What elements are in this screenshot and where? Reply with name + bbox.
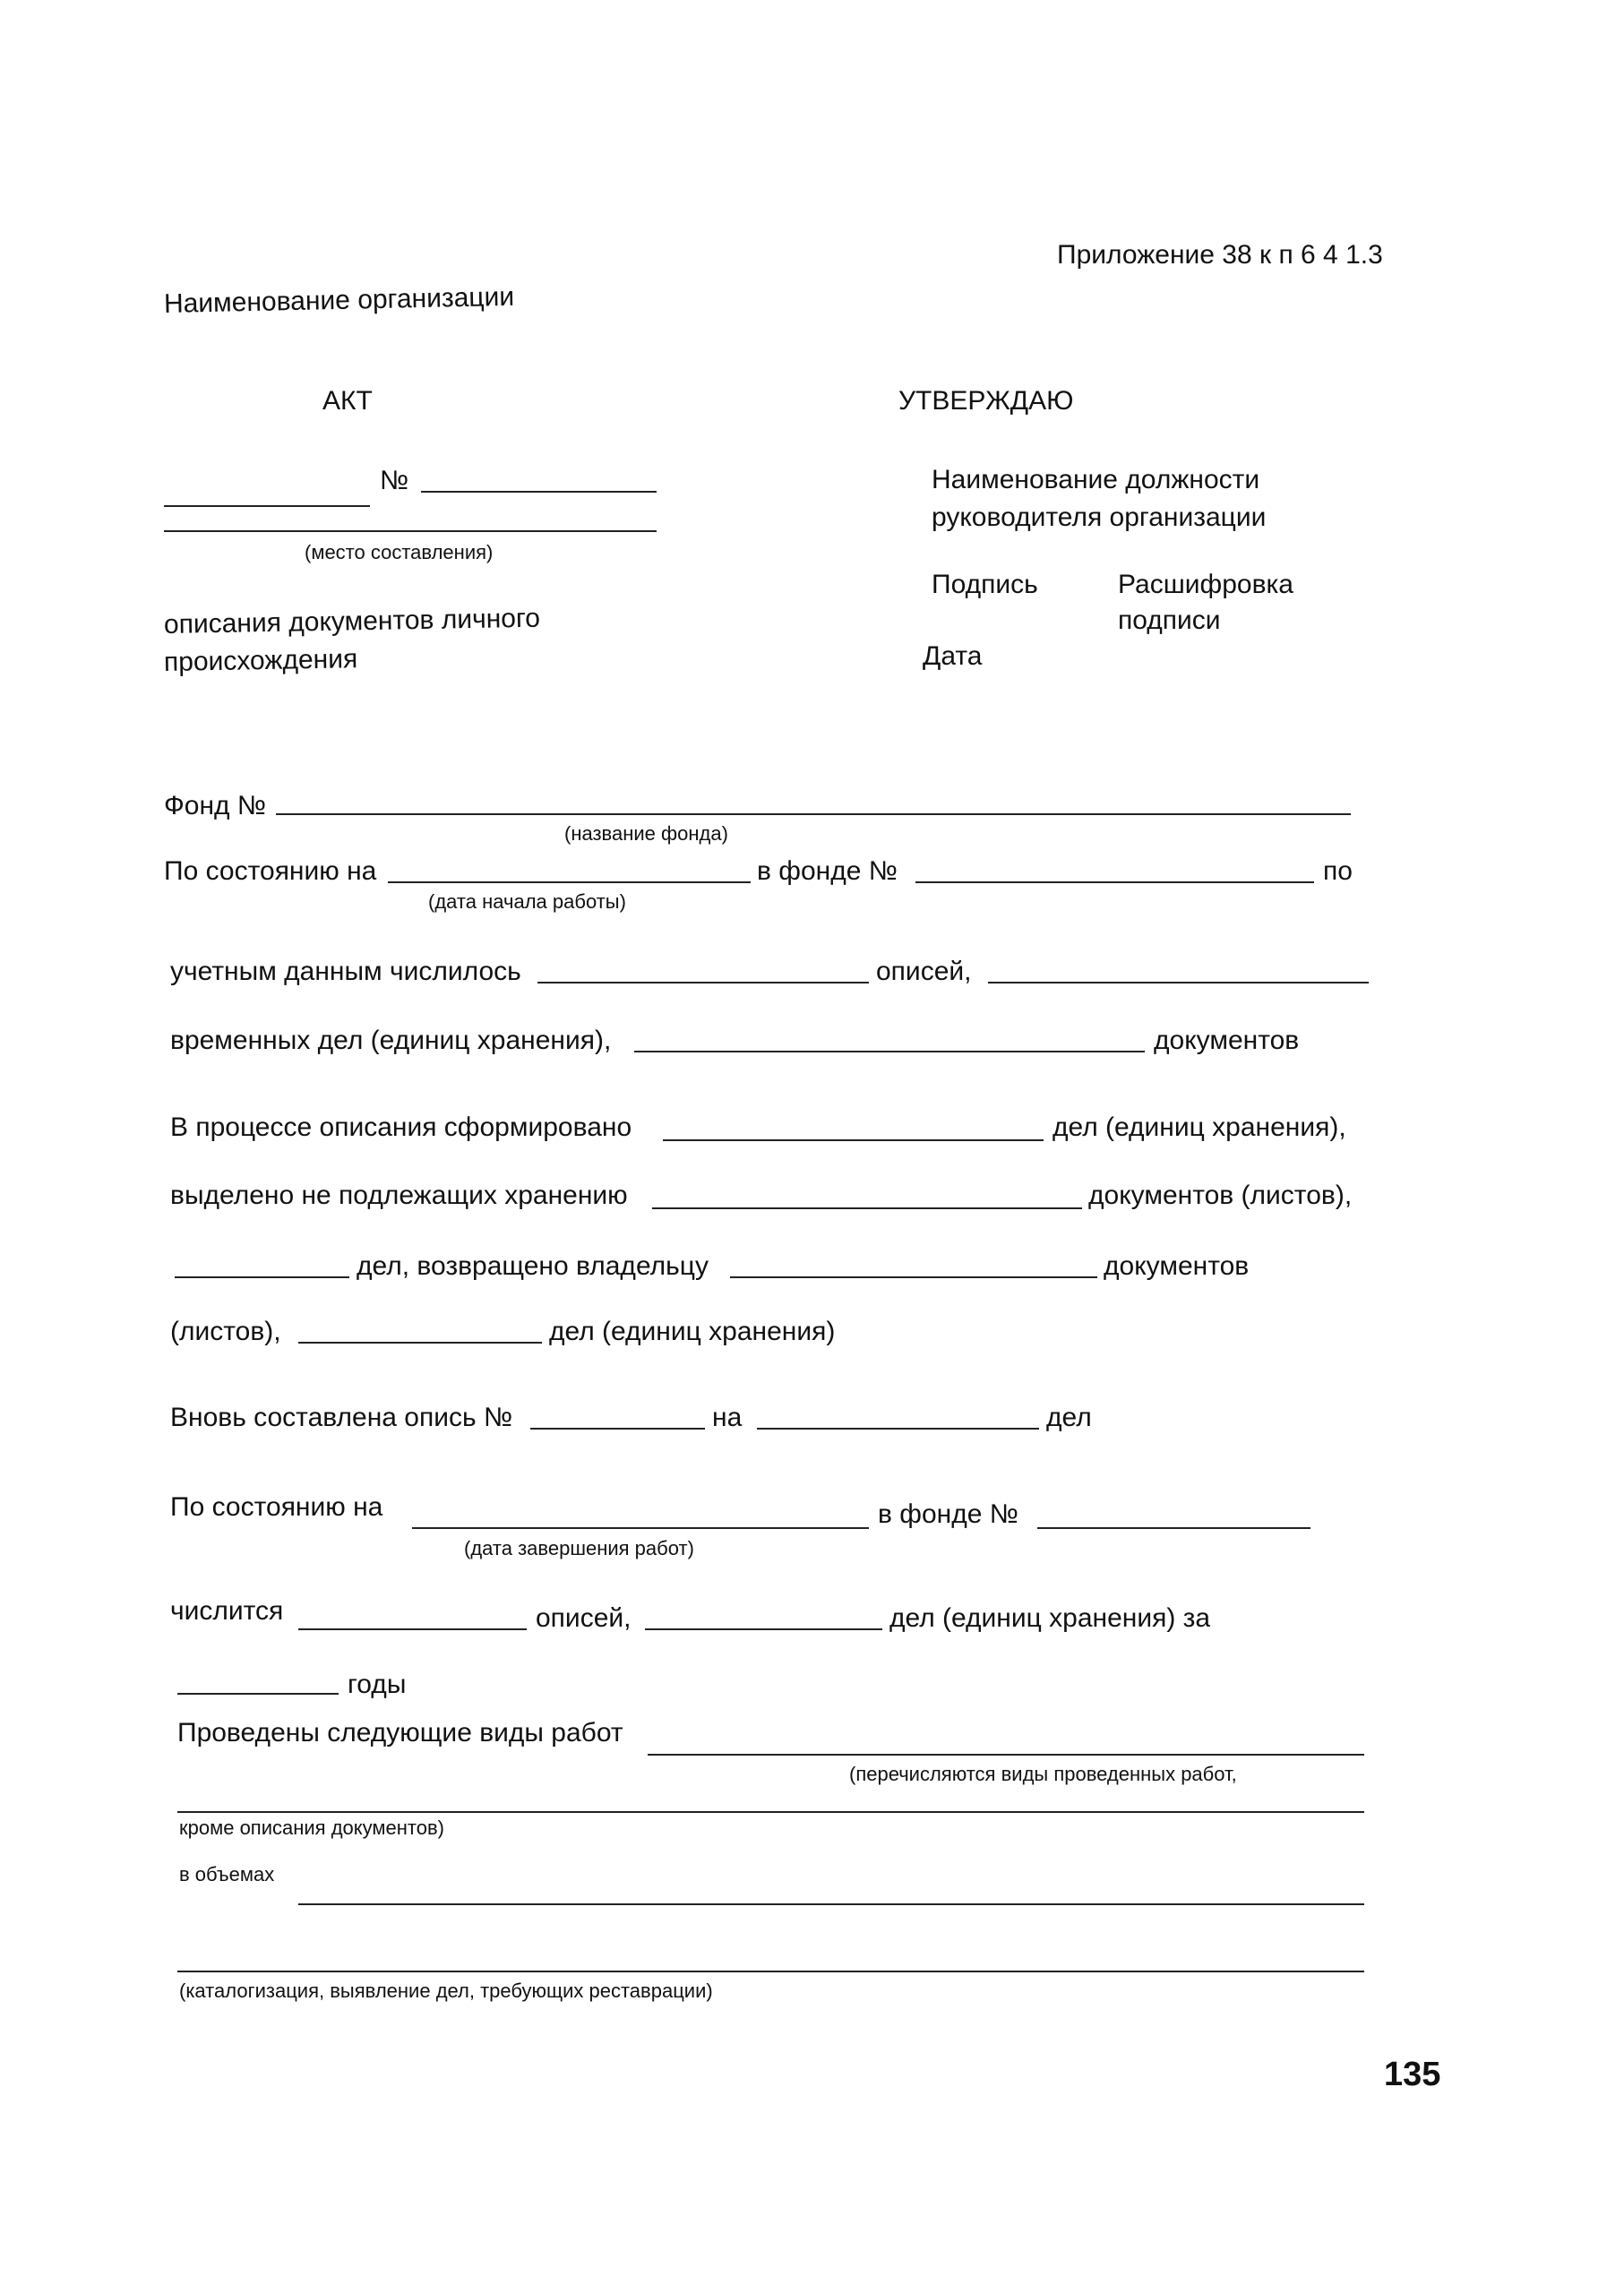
- returned-documents-label: документов: [1104, 1251, 1250, 1281]
- documents-label: документов: [1154, 1026, 1300, 1055]
- fund-line[interactable]: [276, 813, 1351, 815]
- recorded-inventories-line[interactable]: [537, 982, 869, 983]
- as-of-label: По состоянию на: [164, 856, 377, 886]
- act-title: АКТ: [322, 386, 373, 416]
- new-inventory-na-label: на: [712, 1403, 743, 1432]
- works-done-line2[interactable]: [177, 1811, 1364, 1813]
- in-fund-label: в фонде №: [757, 856, 898, 886]
- place-caption: (место составления): [305, 541, 494, 563]
- counted-inventories-label: описей,: [536, 1603, 632, 1633]
- returned-documents-line[interactable]: [730, 1276, 1097, 1278]
- start-date-caption: (дата начала работы): [428, 890, 626, 913]
- act-number-sign: №: [380, 466, 409, 495]
- works-done-label: Проведены следующие виды работ: [177, 1718, 623, 1748]
- volumes-line[interactable]: [298, 1903, 1364, 1905]
- in-fund-end-label: в фонде №: [878, 1499, 1018, 1529]
- counted-label: числится: [170, 1596, 284, 1626]
- counted-inventories-line[interactable]: [298, 1628, 527, 1630]
- act-subject-line1: описания документов личного: [163, 603, 541, 640]
- returned-cases-line[interactable]: [175, 1276, 349, 1278]
- years-label: годы: [348, 1670, 407, 1699]
- counted-cases-label: дел (единиц хранения) за: [889, 1603, 1211, 1633]
- new-inventory-label: Вновь составлена опись №: [170, 1403, 513, 1432]
- fund-caption: (название фонда): [564, 822, 728, 845]
- volumes-line2[interactable]: [177, 1971, 1364, 1972]
- in-volumes-label: в объемах: [179, 1863, 275, 1885]
- formed-label: В процессе описания сформировано: [170, 1112, 632, 1142]
- approver-decoding-line1: Расшифровка: [1118, 570, 1293, 599]
- not-subject-label: выделено не подлежащих хранению: [170, 1181, 628, 1210]
- approver-signature-label: Подпись: [932, 570, 1038, 599]
- sheets-label: (листов),: [170, 1317, 281, 1346]
- not-subject-line[interactable]: [652, 1207, 1082, 1209]
- end-date-caption: (дата завершения работ): [464, 1537, 694, 1559]
- temp-cases-label: временных дел (единиц хранения),: [170, 1026, 612, 1055]
- new-inventory-del-label: дел: [1046, 1403, 1092, 1432]
- page-number: 135: [1384, 2056, 1441, 2093]
- approver-date-label: Дата: [923, 641, 983, 671]
- organization-name: Наименование организации: [163, 281, 515, 319]
- fund-number-line[interactable]: [915, 881, 1314, 883]
- approval-title: УТВЕРЖДАЮ: [898, 386, 1074, 416]
- formed-line[interactable]: [663, 1139, 1044, 1141]
- new-inventory-number-line[interactable]: [530, 1428, 705, 1430]
- fund-label: Фонд №: [164, 791, 267, 820]
- sheets-cases-label: дел (единиц хранения): [549, 1317, 836, 1346]
- returned-cases-label: дел, возвращено владельцу: [357, 1251, 709, 1281]
- as-of-end-label: По состоянию на: [170, 1492, 383, 1522]
- not-subject-documents-label: документов (листов),: [1088, 1181, 1353, 1210]
- act-place-line[interactable]: [164, 530, 657, 532]
- act-subject-line2: происхождения: [163, 644, 358, 677]
- temp-cases-line[interactable]: [634, 1051, 1145, 1052]
- years-line[interactable]: [177, 1693, 339, 1695]
- start-date-line[interactable]: [388, 881, 751, 883]
- act-number-line[interactable]: [421, 491, 657, 493]
- fund-number-end-line[interactable]: [1037, 1527, 1310, 1529]
- end-date-line[interactable]: [412, 1527, 869, 1529]
- works-caption2: кроме описания документов): [179, 1817, 444, 1839]
- volumes-caption: (каталогизация, выявление дел, требующих реставрации): [179, 1980, 713, 2002]
- appendix-label: Приложение 38 к п 6 4 1.3: [1057, 240, 1383, 270]
- sheets-cases-line[interactable]: [298, 1342, 542, 1344]
- act-date-line[interactable]: [164, 505, 370, 507]
- approver-position-line1: Наименование должности: [932, 465, 1260, 494]
- approver-decoding-line2: подписи: [1118, 606, 1221, 635]
- recorded-label: учетным данным числилось: [170, 957, 521, 986]
- recorded-extra-line[interactable]: [988, 982, 1369, 983]
- formed-cases-label: дел (единиц хранения),: [1053, 1112, 1346, 1142]
- works-done-line[interactable]: [648, 1754, 1364, 1756]
- works-caption: (перечисляются виды проведенных работ,: [849, 1763, 1237, 1785]
- approver-position-line2: руководителя организации: [932, 502, 1267, 532]
- new-inventory-cases-line[interactable]: [757, 1428, 1039, 1430]
- po-label: по: [1323, 856, 1353, 886]
- inventories-label: описей,: [876, 957, 972, 986]
- counted-cases-line[interactable]: [645, 1628, 882, 1630]
